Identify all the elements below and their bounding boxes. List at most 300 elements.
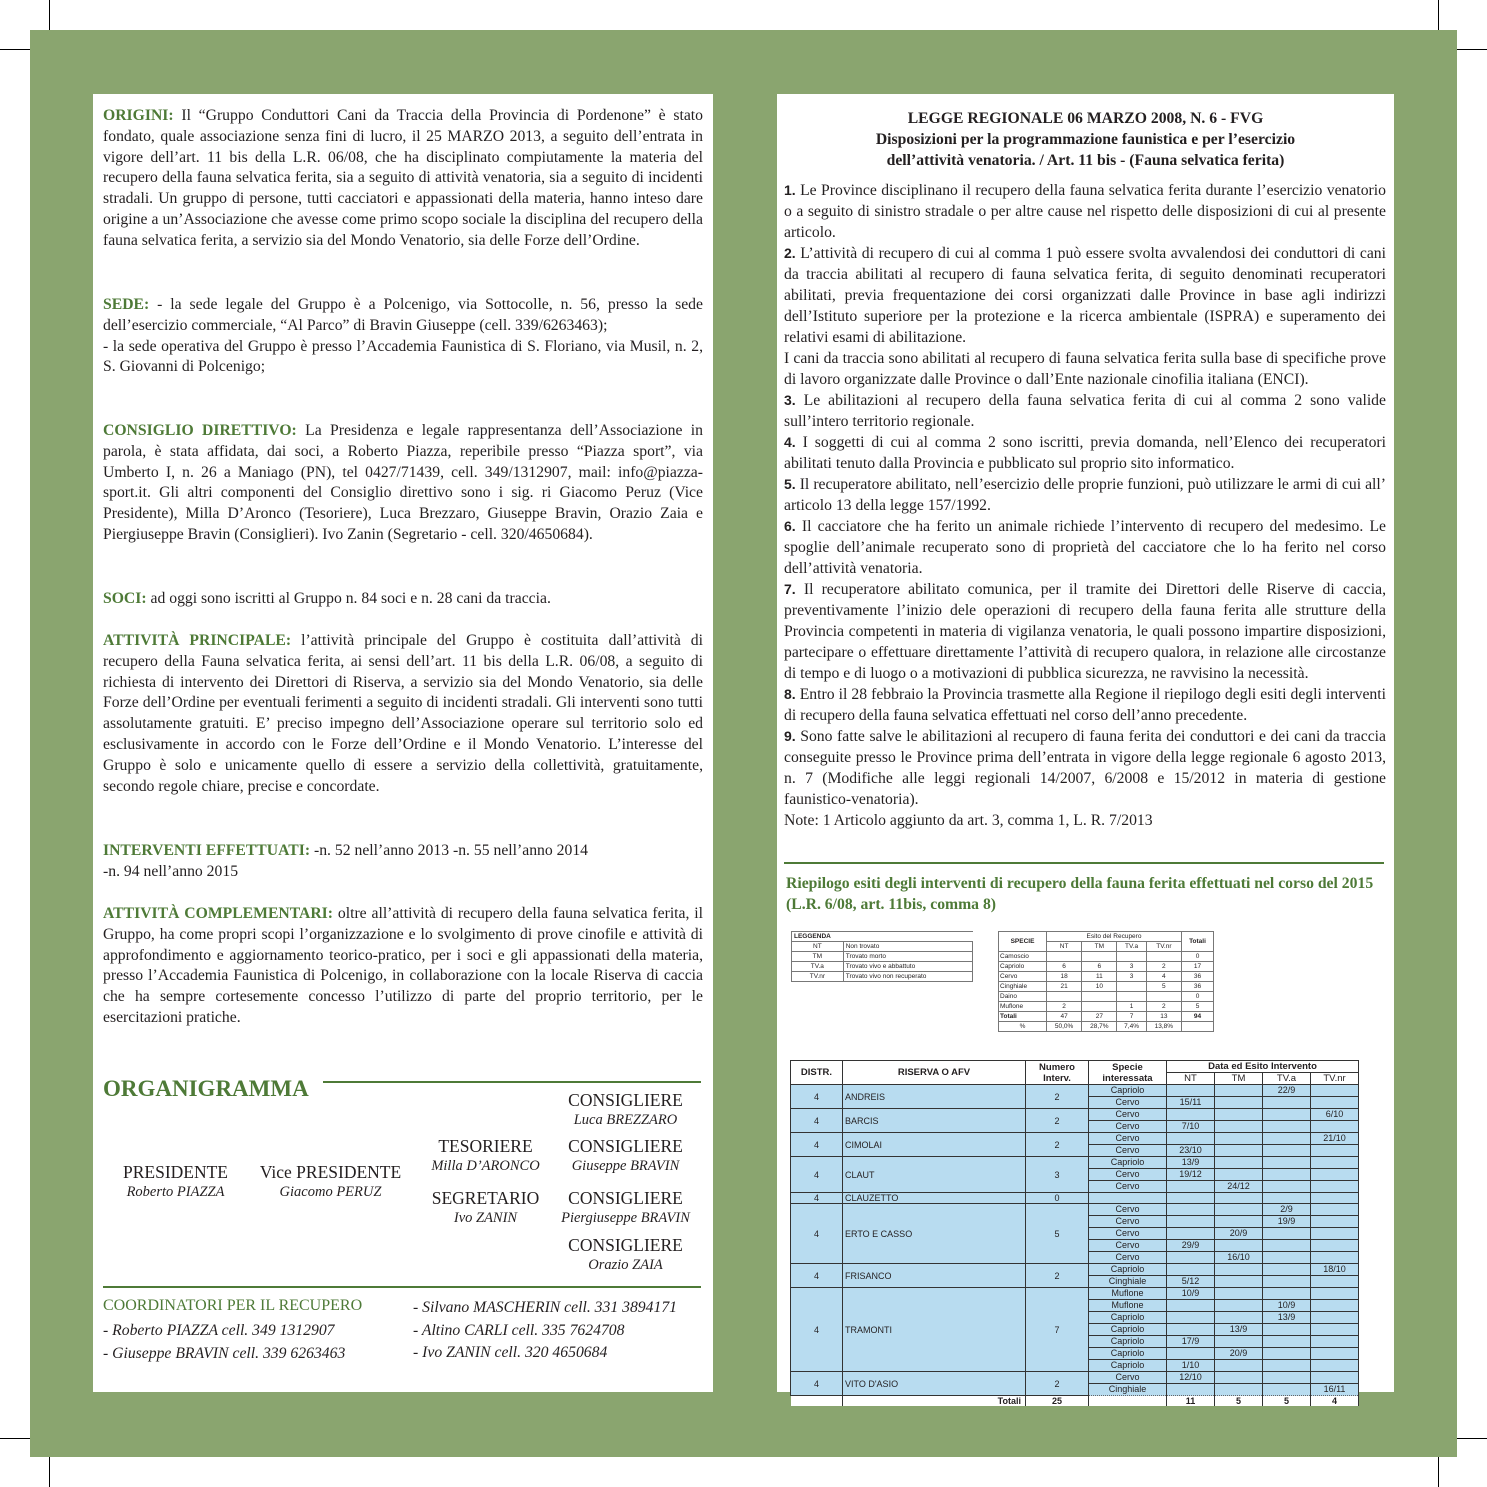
esito-date-cell	[1311, 1169, 1359, 1181]
esito-date-cell	[1263, 1157, 1311, 1169]
esito-date-cell: 5/12	[1167, 1276, 1215, 1288]
esito-date-cell	[1167, 1193, 1215, 1204]
esito-date-cell	[1311, 1121, 1359, 1133]
esito-date-cell: 20/9	[1215, 1348, 1263, 1360]
numero-cell: 7	[1026, 1288, 1089, 1372]
segretario-role: SEGRETARIO	[431, 1188, 540, 1208]
esito-date-cell	[1215, 1157, 1263, 1169]
numero-cell: 2	[1026, 1372, 1089, 1396]
summary-cell: 13	[1146, 1012, 1181, 1022]
esito-date-cell	[1263, 1109, 1311, 1121]
complementari-text: oltre all’attività di recupero della fauna selvatica ferita, il Gruppo, ha come propri scopi l’organizzazione e lo svolgimento di prove cinofile e attività di approfondimento e aggiornamento teorico-pratico, per i soci e gli appassionati della materia, presso l’Accademia Faunistica di Polcenigo, in collaborazione con la locale Riserva di caccia che ha sempre cortesemente concesso l’utilizzo di parte del proprio territorio, per le esercitazioni pratiche.	[103, 905, 704, 1026]
esito-date-cell: 21/10	[1311, 1133, 1359, 1145]
law-paragraph-text: L’attività di recupero di cui al comma 1 può essere svolta avvalendosi dei conduttori di cani da traccia abilitati al recupero di fauna selvatica ferita, di seguito denominati recuperatori abilitati, previa frequentazione dei corsi organizzati dalle Province in base agli indirizzi dell’Istituto superiore per la protezione e la ricerca ambientale (ISPRA) e superamento dei relativi esami di abilitazione.	[784, 245, 1386, 346]
specie-cell: Capriolo	[1089, 1324, 1167, 1336]
specie-cell: Capriolo	[1089, 1157, 1167, 1169]
consigliere-box	[558, 1136, 693, 1175]
col-distr-header: DISTR.	[791, 1061, 843, 1085]
esito-date-cell	[1311, 1288, 1359, 1300]
summary-cell: 2	[1146, 962, 1181, 972]
esito-date-cell	[1263, 1097, 1311, 1109]
law-title	[777, 108, 1394, 171]
interventions-row	[791, 1157, 1359, 1169]
tesoriere-role: TESORIERE	[438, 1136, 533, 1156]
interventi-paragraph	[103, 841, 703, 883]
summary-row	[999, 962, 1214, 972]
specie-cell: Capriolo	[1089, 1085, 1167, 1097]
law-paragraph-text: Le abilitazioni al recupero della fauna selvatica ferita di cui al comma 2 sono valide sull’intero territorio regionale.	[784, 392, 1386, 430]
summary-col-header: TV.nr	[1146, 942, 1181, 952]
crop-mark	[49, 1457, 50, 1487]
law-paragraph-number: 4.	[784, 434, 796, 450]
riserva-cell: BARCIS	[843, 1109, 1026, 1133]
numero-cell: 2	[1026, 1085, 1089, 1109]
riserva-cell: CLAUT	[843, 1157, 1026, 1193]
summary-cell: 6	[1082, 962, 1117, 972]
summary-cell	[1082, 992, 1117, 1002]
esito-date-cell	[1167, 1264, 1215, 1276]
summary-cell: Camoscio	[999, 952, 1047, 962]
law-body	[784, 180, 1386, 831]
interventions-row	[791, 1109, 1359, 1121]
esito-date-cell	[1263, 1288, 1311, 1300]
esito-date-cell	[1263, 1264, 1311, 1276]
totals-nt: 11	[1167, 1396, 1215, 1407]
numero-cell: 5	[1026, 1204, 1089, 1264]
specie-cell: Capriolo	[1089, 1336, 1167, 1348]
esito-date-cell	[1167, 1312, 1215, 1324]
tesoriere-box	[413, 1136, 558, 1175]
esito-date-cell	[1311, 1300, 1359, 1312]
col-esito-header: TV.a	[1263, 1073, 1311, 1085]
coordinatore: - Silvano MASCHERIN cell. 331 3894171	[413, 1299, 678, 1316]
totals-tvnr: 4	[1311, 1396, 1359, 1407]
totals-tm: 5	[1215, 1396, 1263, 1407]
attivita-paragraph	[103, 631, 703, 797]
esito-date-cell	[1263, 1360, 1311, 1372]
summary-cell: 1	[1117, 1002, 1146, 1012]
specie-cell: Cervo	[1089, 1372, 1167, 1384]
law-paragraph	[784, 516, 1386, 579]
esito-date-cell	[1215, 1312, 1263, 1324]
esito-date-cell	[1167, 1085, 1215, 1097]
interventions-row	[791, 1085, 1359, 1097]
summary-totali-header: Totali	[1182, 932, 1214, 952]
esito-date-cell: 18/10	[1311, 1264, 1359, 1276]
consigliere-name: Giuseppe BRAVIN	[571, 1158, 680, 1174]
law-paragraph-number: 1.	[784, 182, 796, 198]
esito-date-cell	[1215, 1121, 1263, 1133]
tesoriere-name: Milla D’ARONCO	[431, 1158, 540, 1174]
right-panel	[777, 94, 1394, 1406]
numero-cell: 2	[1026, 1133, 1089, 1157]
summary-cell: 17	[1182, 962, 1214, 972]
complementari-paragraph	[103, 904, 703, 1029]
coordinatore: - Ivo ZANIN cell. 320 4650684	[413, 1344, 608, 1362]
consigliere-name: Piergiuseppe BRAVIN	[561, 1210, 690, 1226]
soci-text: ad oggi sono iscritti al Gruppo n. 84 soci e n. 28 cani da traccia.	[146, 590, 551, 607]
esito-date-cell	[1311, 1181, 1359, 1193]
specie-cell	[1089, 1193, 1167, 1204]
summary-cell	[1117, 952, 1146, 962]
summary-table	[998, 931, 1214, 1032]
riserva-cell: ANDREIS	[843, 1085, 1026, 1109]
coordinatore: - Giuseppe BRAVIN cell. 339 6263463	[103, 1344, 346, 1362]
specie-cell: Cervo	[1089, 1216, 1167, 1228]
riserva-cell: VITO D'ASIO	[843, 1372, 1026, 1396]
distr-cell: 4	[791, 1157, 843, 1193]
specie-cell: Cervo	[1089, 1204, 1167, 1216]
crop-mark	[1438, 0, 1439, 30]
summary-cell	[1182, 1022, 1214, 1032]
organigramma-title: ORGANIGRAMMA	[103, 1076, 309, 1101]
segretario-box	[413, 1188, 558, 1227]
law-paragraph-text: Entro il 28 febbraio la Provincia trasmette alla Regione il riepilogo degli esiti degli interventi di recupero della fauna selvatica effettuati nel corso dell’anno precedente.	[784, 686, 1386, 724]
specie-cell: Cervo	[1089, 1169, 1167, 1181]
esito-date-cell	[1215, 1193, 1263, 1204]
esito-date-cell	[1215, 1372, 1263, 1384]
law-paragraph	[784, 432, 1386, 474]
consiglio-text: La Presidenza e legale rappresentanza dell’Associazione in parola, è stata affidata, dai soci, a Roberto Piazza, reperibile presso “Piazza sport”, via Umberto I, n. 26 a Maniago (PN), tel 0427/71439, cell. 349/1312907, mail: info@piazza-sport.it. Gli altri componenti del Consiglio direttivo sono i sig. ri Giacomo Peruz (Vice Presidente), Milla D’Aronco (Tesoriere), Luca Brezzaro, Giuseppe Bravin, Orazio Zaia e Piergiuseppe Bravin (Consiglieri). Ivo Zanin (Segretario - cell. 320/4650684).	[103, 422, 703, 543]
law-paragraph-number: 8.	[784, 686, 796, 702]
esito-date-cell	[1215, 1216, 1263, 1228]
esito-date-cell: 15/11	[1167, 1097, 1215, 1109]
legend-desc: Trovato vivo e abbattuto	[843, 962, 972, 972]
interventions-row	[791, 1193, 1359, 1204]
summary-cell: 2	[1146, 1002, 1181, 1012]
summary-cell: 50,0%	[1047, 1022, 1082, 1032]
esito-date-cell	[1263, 1193, 1311, 1204]
esito-date-cell: 29/9	[1167, 1240, 1215, 1252]
summary-esito-header: Esito del Recupero	[1047, 932, 1182, 942]
law-paragraph-number: 9.	[784, 728, 796, 744]
coordinatore: - Roberto PIAZZA cell. 349 1312907	[103, 1322, 335, 1339]
consigliere-role: CONSIGLIERE	[568, 1090, 683, 1110]
summary-cell	[1146, 992, 1181, 1002]
law-title-line: LEGGE REGIONALE 06 MARZO 2008, N. 6 - FVG	[907, 110, 1264, 127]
riserva-cell: TRAMONTI	[843, 1288, 1026, 1372]
sede-heading: SEDE:	[103, 296, 150, 313]
law-paragraph	[784, 726, 1386, 810]
soci-heading: SOCI:	[103, 590, 147, 607]
coordinatori-col-2	[413, 1297, 677, 1365]
summary-cell: Muflone	[999, 1002, 1047, 1012]
specie-cell: Cervo	[1089, 1145, 1167, 1157]
esito-date-cell	[1167, 1252, 1215, 1264]
specie-cell: Cervo	[1089, 1097, 1167, 1109]
legend-row	[792, 962, 973, 972]
law-paragraph	[784, 390, 1386, 432]
esito-date-cell	[1263, 1252, 1311, 1264]
esito-date-cell: 10/9	[1167, 1288, 1215, 1300]
summary-cell: Cervo	[999, 972, 1047, 982]
segretario-name: Ivo ZANIN	[453, 1210, 518, 1226]
summary-cell	[1082, 1002, 1117, 1012]
esito-date-cell	[1215, 1240, 1263, 1252]
esito-date-cell	[1215, 1384, 1263, 1396]
summary-cell: 36	[1182, 982, 1214, 992]
specie-cell: Muflone	[1089, 1288, 1167, 1300]
distr-cell: 4	[791, 1085, 843, 1109]
col-esito-header: TM	[1215, 1073, 1263, 1085]
esito-date-cell	[1167, 1109, 1215, 1121]
vice-role: Vice PRESIDENTE	[259, 1162, 402, 1182]
distr-cell: 4	[791, 1204, 843, 1264]
summary-row	[999, 1022, 1214, 1032]
esito-date-cell	[1311, 1193, 1359, 1204]
esito-date-cell: 20/9	[1215, 1228, 1263, 1240]
col-esito-header: TV.nr	[1311, 1073, 1359, 1085]
esito-date-cell	[1263, 1181, 1311, 1193]
summary-cell	[1047, 952, 1082, 962]
summary-cell: 94	[1182, 1012, 1214, 1022]
legend-code: TM	[792, 952, 844, 962]
interventi-heading: INTERVENTI EFFETTUATI:	[103, 842, 311, 859]
riserva-cell: CLAUZETTO	[843, 1193, 1026, 1204]
summary-col-header: NT	[1047, 942, 1082, 952]
esito-date-cell	[1167, 1216, 1215, 1228]
esito-date-cell	[1263, 1240, 1311, 1252]
summary-cell	[1117, 982, 1146, 992]
crop-mark	[0, 49, 30, 50]
law-paragraph-text: Il recuperatore abilitato, nell’esercizio delle proprie funzioni, può utilizzare le armi di cui all’ articolo 13 della legge 157/1992.	[784, 476, 1386, 514]
esito-date-cell	[1215, 1133, 1263, 1145]
law-paragraph-text: Sono fatte salve le abilitazioni al recupero di fauna ferita dei conduttori e dei cani da traccia conseguite presso le Province prima dell’entrata in vigore della legge regionale 6 agosto 2013, n. 7 (Modifiche alle leggi regionali 14/2007, 6/2008 e 15/2012 in materia di gestione faunistico-venatoria).	[784, 728, 1386, 808]
esito-date-cell	[1215, 1276, 1263, 1288]
crop-mark	[0, 1438, 30, 1439]
coordinatori-col-1	[103, 1320, 345, 1365]
interventions-row	[791, 1204, 1359, 1216]
esito-date-cell	[1263, 1121, 1311, 1133]
summary-cell	[1082, 952, 1117, 962]
left-panel	[93, 94, 713, 1392]
crop-mark	[1457, 49, 1487, 50]
esito-date-cell	[1263, 1169, 1311, 1181]
specie-cell: Cervo	[1089, 1109, 1167, 1121]
summary-cell	[1146, 952, 1181, 962]
interventions-row	[791, 1288, 1359, 1300]
law-paragraph-text: Le Province disciplinano il recupero della fauna selvatica ferita durante l’esercizio venatorio o a seguito di sinistro stradale o per altre cause nel rispetto delle disposizioni di cui al presente articolo.	[784, 182, 1386, 241]
esito-date-cell	[1311, 1157, 1359, 1169]
attivita-text: l’attività principale del Gruppo è costituita dall’attività di recupero della Fauna selvatica ferita, ai sensi dell’art. 11 bis della L.R. 06/08, a seguito di richiesta di intervento dei Direttori di Riserva, a servizio sia del Mondo Venatorio, sia delle Forze dell’Ordine per eventuali ferimenti a seguito di incidenti stradali. Gli interventi sono tutti assolutamente gratuiti. E’ preciso impegno dell’Associazione operare sul territorio solo ed esclusivamente in accordo con le Forze dell’Ordine e il Mondo Venatorio. L’interesse del Gruppo è solo e unicamente quello di essere a servizio della collettività, gratuitamente, secondo regole chiare, precise e concordate.	[103, 632, 703, 795]
legend-desc: Trovato morto	[843, 952, 972, 962]
esito-date-cell: 13/9	[1215, 1324, 1263, 1336]
consigliere-box	[558, 1235, 693, 1274]
distr-cell: 4	[791, 1288, 843, 1372]
esito-date-cell	[1311, 1348, 1359, 1360]
crop-mark	[1457, 1438, 1487, 1439]
law-paragraph	[784, 684, 1386, 726]
esito-date-cell	[1311, 1252, 1359, 1264]
law-paragraph	[784, 243, 1386, 348]
law-paragraph	[784, 474, 1386, 516]
esito-date-cell	[1311, 1336, 1359, 1348]
esito-date-cell	[1263, 1372, 1311, 1384]
distr-cell: 4	[791, 1109, 843, 1133]
summary-row	[999, 992, 1214, 1002]
legend-desc: Trovato vivo non recuperato	[843, 972, 972, 982]
distr-cell: 4	[791, 1193, 843, 1204]
esito-date-cell	[1215, 1288, 1263, 1300]
esito-date-cell	[1215, 1097, 1263, 1109]
esito-date-cell: 12/10	[1167, 1372, 1215, 1384]
summary-cell	[1047, 992, 1082, 1002]
consiglio-heading: CONSIGLIO DIRETTIVO:	[103, 422, 297, 439]
sede-paragraph	[103, 295, 703, 378]
esito-date-cell: 10/9	[1263, 1300, 1311, 1312]
sede-text-2: - la sede operativa del Gruppo è presso l’Accademia Faunistica di S. Floriano, via Musil, n. 2, S. Giovanni di Polcenigo;	[103, 337, 703, 376]
legend-row	[792, 952, 973, 962]
consigliere-role: CONSIGLIERE	[568, 1136, 683, 1156]
interventions-row	[791, 1372, 1359, 1384]
consigliere-name: Orazio ZAIA	[588, 1257, 663, 1273]
legend-code: NT	[792, 942, 844, 952]
esito-date-cell	[1311, 1228, 1359, 1240]
esito-date-cell	[1215, 1264, 1263, 1276]
law-paragraph-number: 3.	[784, 392, 796, 408]
law-paragraph-text: I cani da traccia sono abilitati al recupero di fauna selvatica ferita sulla base di specifiche prove di lavoro organizzate dalle Province o dall’Ente nazionale cinofilia italiana (ENCI).	[784, 350, 1386, 388]
specie-cell: Cervo	[1089, 1133, 1167, 1145]
presidente-box	[103, 1162, 248, 1201]
legend-title: LEGGENDA	[792, 932, 973, 942]
legend-code: TV.a	[792, 962, 844, 972]
summary-specie-header: SPECIE	[999, 932, 1047, 952]
legend-row	[792, 942, 973, 952]
summary-cell: 13,8%	[1146, 1022, 1181, 1032]
summary-cell: 27	[1082, 1012, 1117, 1022]
summary-cell: 7,4%	[1117, 1022, 1146, 1032]
origini-heading: ORIGINI:	[103, 107, 174, 124]
esito-date-cell	[1263, 1336, 1311, 1348]
esito-date-cell	[1311, 1372, 1359, 1384]
specie-cell: Cervo	[1089, 1228, 1167, 1240]
specie-cell: Capriolo	[1089, 1264, 1167, 1276]
esito-date-cell	[1215, 1169, 1263, 1181]
specie-cell: Cervo	[1089, 1121, 1167, 1133]
esito-date-cell: 22/9	[1263, 1085, 1311, 1097]
summary-cell: Totali	[999, 1012, 1047, 1022]
esito-date-cell	[1263, 1324, 1311, 1336]
crop-mark	[49, 0, 50, 30]
esito-date-cell: 1/10	[1167, 1360, 1215, 1372]
summary-cell: 5	[1182, 1002, 1214, 1012]
summary-cell: 36	[1182, 972, 1214, 982]
summary-row	[999, 982, 1214, 992]
law-paragraph-number: 2.	[784, 245, 796, 261]
vice-name: Giacomo PERUZ	[279, 1184, 382, 1200]
summary-cell: Daino	[999, 992, 1047, 1002]
riserva-cell: ERTO E CASSO	[843, 1204, 1026, 1264]
distr-cell: 4	[791, 1264, 843, 1288]
riepilogo-title: Riepilogo esiti degli interventi di recupero della fauna ferita effettuati nel corso del 2015 (L.R. 6/08, art. 11bis, comma 8)	[786, 875, 1374, 913]
esito-date-cell	[1167, 1181, 1215, 1193]
numero-cell: 2	[1026, 1264, 1089, 1288]
totals-num: 25	[1026, 1396, 1089, 1407]
law-title-line: dell’attività venatoria. / Art. 11 bis - (Fauna selvatica ferita)	[886, 152, 1285, 169]
summary-row	[999, 972, 1214, 982]
esito-date-cell: 2/9	[1263, 1204, 1311, 1216]
summary-cell: 3	[1117, 972, 1146, 982]
esito-date-cell	[1311, 1312, 1359, 1324]
summary-cell: 11	[1082, 972, 1117, 982]
law-paragraph	[784, 810, 1386, 831]
col-numero-header: Numero Interv.	[1026, 1061, 1089, 1085]
law-title-line: Disposizioni per la programmazione faunistica e per l’esercizio	[875, 131, 1296, 148]
specie-cell: Capriolo	[1089, 1312, 1167, 1324]
esito-date-cell: 13/9	[1167, 1157, 1215, 1169]
interventi-text: -n. 52 nell’anno 2013 -n. 55 nell’anno 2014	[310, 842, 589, 859]
consigliere-name: Luca BREZZARO	[573, 1112, 678, 1128]
organigramma-rule	[323, 1081, 701, 1083]
riepilogo-rule	[784, 862, 1384, 864]
esito-date-cell	[1167, 1348, 1215, 1360]
esito-date-cell: 16/10	[1215, 1252, 1263, 1264]
summary-row	[999, 1002, 1214, 1012]
esito-date-cell: 7/10	[1167, 1121, 1215, 1133]
interventions-row	[791, 1133, 1359, 1145]
interventi-text-2: -n. 94 nell’anno 2015	[103, 862, 239, 880]
esito-date-cell	[1263, 1348, 1311, 1360]
esito-date-cell: 23/10	[1167, 1145, 1215, 1157]
coordinatori-rule	[103, 1286, 701, 1288]
law-paragraph	[784, 579, 1386, 684]
numero-cell: 3	[1026, 1157, 1089, 1193]
distr-cell: 4	[791, 1133, 843, 1157]
specie-cell: Capriolo	[1089, 1360, 1167, 1372]
legend-row	[792, 972, 973, 982]
summary-cell	[1117, 992, 1146, 1002]
consigliere-role: CONSIGLIERE	[568, 1188, 683, 1208]
summary-cell: 7	[1117, 1012, 1146, 1022]
specie-cell: Capriolo	[1089, 1348, 1167, 1360]
summary-cell: 18	[1047, 972, 1082, 982]
esito-date-cell	[1311, 1097, 1359, 1109]
esito-date-cell	[1215, 1085, 1263, 1097]
esito-date-cell: 19/12	[1167, 1169, 1215, 1181]
esito-date-cell	[1167, 1300, 1215, 1312]
esito-date-cell: 6/10	[1311, 1109, 1359, 1121]
esito-date-cell	[1167, 1228, 1215, 1240]
summary-cell: Cinghiale	[999, 982, 1047, 992]
specie-cell: Cervo	[1089, 1240, 1167, 1252]
interventions-table	[790, 1060, 1359, 1406]
summary-cell: 6	[1047, 962, 1082, 972]
numero-cell: 0	[1026, 1193, 1089, 1204]
complementari-heading: ATTIVITÀ COMPLEMENTARI:	[103, 905, 334, 922]
summary-cell: 5	[1146, 982, 1181, 992]
law-paragraph	[784, 348, 1386, 390]
esito-date-cell	[1167, 1384, 1215, 1396]
consiglio-paragraph	[103, 421, 703, 546]
specie-cell: Cervo	[1089, 1252, 1167, 1264]
summary-row	[999, 1012, 1214, 1022]
specie-cell: Cinghiale	[1089, 1276, 1167, 1288]
specie-cell: Muflone	[1089, 1300, 1167, 1312]
presidente-role: PRESIDENTE	[123, 1162, 228, 1182]
esito-date-cell	[1215, 1109, 1263, 1121]
esito-date-cell	[1263, 1133, 1311, 1145]
summary-cell: 3	[1117, 962, 1146, 972]
legend-desc: Non trovato	[843, 942, 972, 952]
summary-cell: 2	[1047, 1002, 1082, 1012]
esito-date-cell	[1311, 1324, 1359, 1336]
esito-date-cell	[1215, 1336, 1263, 1348]
specie-cell: Cervo	[1089, 1181, 1167, 1193]
esito-date-cell	[1311, 1276, 1359, 1288]
esito-date-cell: 16/11	[1311, 1384, 1359, 1396]
consigliere-box	[558, 1090, 693, 1129]
esito-date-cell	[1215, 1204, 1263, 1216]
